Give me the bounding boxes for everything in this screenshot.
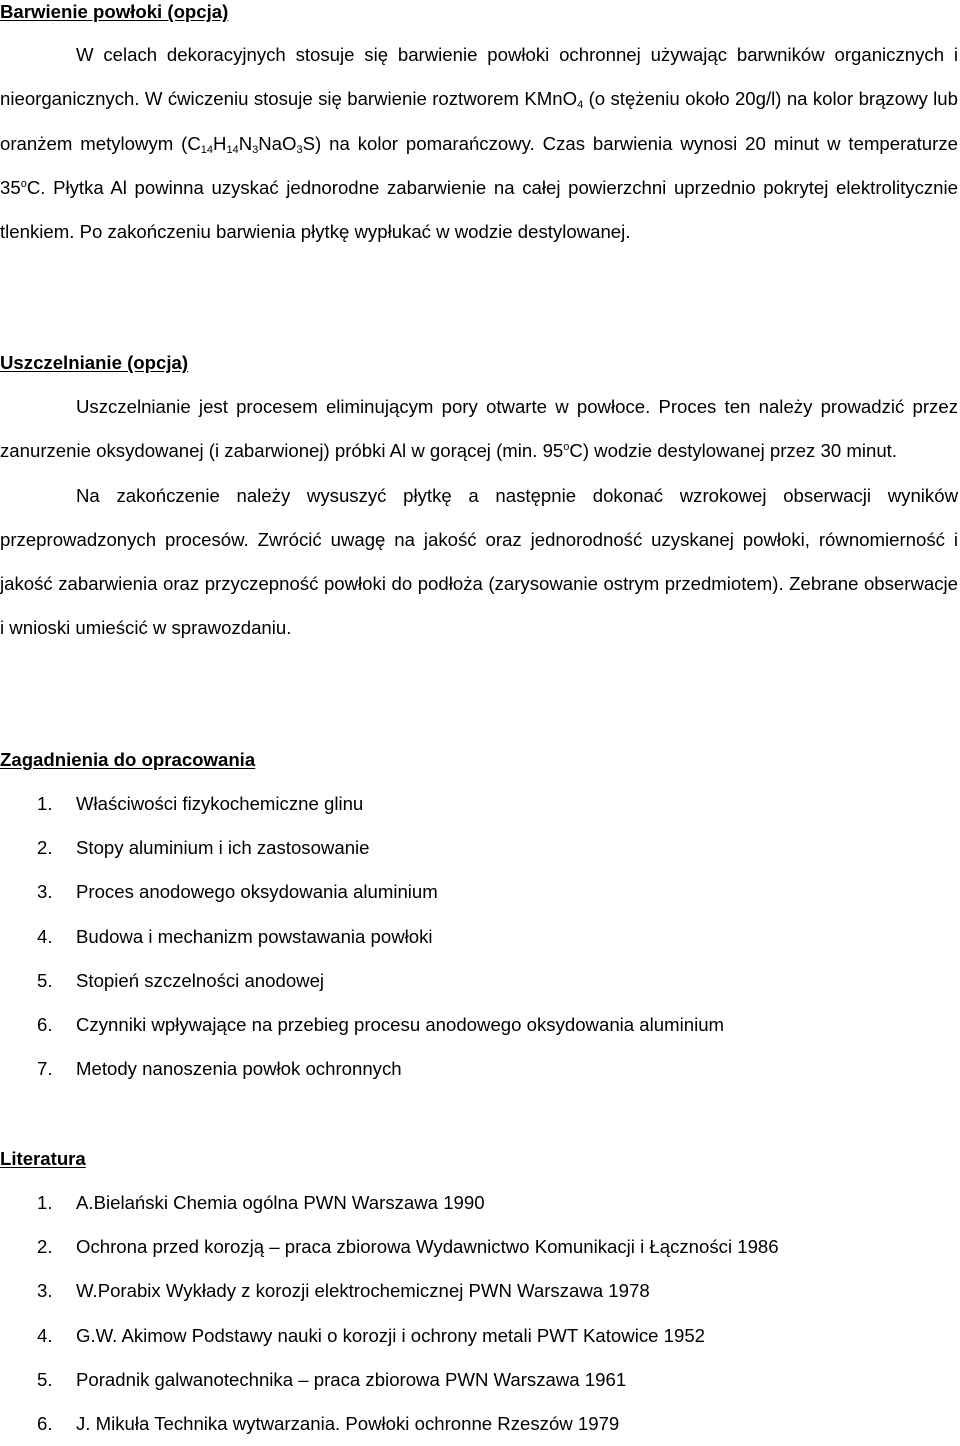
section-title-literatura: Literatura — [0, 1148, 86, 1169]
list-number: 3. — [37, 881, 53, 903]
list-item — [0, 915, 958, 959]
list-item — [0, 870, 958, 914]
section-title-barwienie: Barwienie powłoki (opcja) — [0, 1, 229, 22]
section-barwienie — [0, 1, 958, 254]
list-text: G.W. Akimow Podstawy nauki o korozji i ochrony metali PWT Katowice 1952 — [76, 1324, 705, 1346]
list-number: 6. — [37, 1014, 53, 1036]
list-text: Stopy aluminium i ich zastosowanie — [76, 837, 370, 859]
section-zagadnienia — [0, 749, 958, 1091]
list-text: W.Porabix Wykłady z korozji elektrochemicznej PWN Warszawa 1978 — [76, 1280, 650, 1302]
text-run: C) wodzie destylowanej przez 30 minut. — [569, 440, 897, 462]
list-text: J. Mikuła Technika wytwarzania. Powłoki ochronne Rzeszów 1979 — [76, 1413, 620, 1435]
text-run: H — [213, 132, 227, 154]
list-number: 2. — [37, 837, 53, 859]
paragraph-barwienie — [0, 33, 958, 254]
subscript: 3 — [296, 143, 303, 156]
paragraph-uszczelnianie-1 — [0, 385, 958, 474]
list-item — [0, 1003, 958, 1047]
paragraph-uszczelnianie-2: Na zakończenie należy wysuszyć płytkę a następnie dokonać wzrokowej obserwacji wyników przeprowadzonych procesów. Zwrócić uwagę na jakość oraz jednorodność uzyskanej powłoki, równomierność i jakość zabarwienia oraz przyczepność powłoki do podłoża (zarysowanie ostrym przedmiotem). Zebrane obserwacje i wnioski umieścić w sprawozdaniu. — [0, 484, 958, 639]
section-title-uszczelnianie: Uszczelnianie (opcja) — [0, 352, 189, 373]
list-text: Metody nanoszenia powłok ochronnych — [76, 1058, 402, 1080]
list-text: Poradnik galwanotechnika – praca zbiorowa PWN Warszawa 1961 — [76, 1368, 627, 1390]
list-item — [0, 1358, 958, 1402]
list-item — [0, 1314, 958, 1358]
list-text: Proces anodowego oksydowania aluminium — [76, 881, 438, 903]
subscript: 3 — [252, 143, 259, 156]
text-run: Uszczelnianie jest procesem eliminującym pory otwarte w powłoce. Proces ten należy prowadzić przez zanurzenie oksydowanej (i zabarwionej) próbki Al w gorącej (min. 95 — [0, 396, 958, 462]
list-number: 2. — [37, 1236, 53, 1258]
list-text: Budowa i mechanizm powstawania powłoki — [76, 925, 433, 947]
superscript: o — [20, 177, 27, 190]
list-number: 1. — [37, 793, 53, 814]
text-run: C. Płytka Al powinna uzyskać jednorodne zabarwienie na całej powierzchni uprzednio pokrytej elektrolitycznie tlenkiem. Po zakończeniu barwienia płytkę wypłukać w wodzie destylowanej. — [0, 176, 958, 243]
list-item — [0, 782, 958, 826]
zagadnienia-list — [0, 782, 958, 1091]
list-number: 6. — [37, 1413, 53, 1435]
section-uszczelnianie — [0, 352, 958, 651]
list-item — [0, 1225, 958, 1269]
list-number: 7. — [37, 1058, 53, 1080]
list-item — [0, 826, 958, 870]
text-run: S) na kolor pomarańczowy. Czas barwienia wynosi 20 minut w temperaturze 35 — [0, 132, 958, 198]
text-run: W celach dekoracyjnych stosuje się barwienie powłoki ochronnej używając barwników organicznych i nieorganicznych. W ćwiczeniu stosuje się barwienie roztworem KMnO — [0, 44, 958, 110]
list-text: Czynniki wpływające na przebieg procesu anodowego oksydowania aluminium — [76, 1014, 725, 1036]
list-item — [0, 1181, 958, 1225]
list-item — [0, 1402, 958, 1446]
list-number: 5. — [37, 969, 53, 991]
text-run: NaO — [258, 132, 297, 154]
literatura-list — [0, 1181, 958, 1446]
list-text: A.Bielański Chemia ogólna PWN Warszawa 1990 — [76, 1192, 485, 1213]
list-number: 3. — [37, 1280, 53, 1302]
list-text: Stopień szczelności anodowej — [76, 969, 325, 991]
list-number: 4. — [37, 1324, 53, 1346]
list-item — [0, 959, 958, 1003]
list-number: 5. — [37, 1368, 53, 1390]
list-text: Ochrona przed korozją – praca zbiorowa Wydawnictwo Komunikacji i Łączności 1986 — [76, 1236, 779, 1258]
list-item — [0, 1269, 958, 1313]
list-text: Właściwości fizykochemiczne glinu — [76, 793, 364, 814]
superscript: o — [563, 441, 570, 454]
list-item — [0, 1047, 958, 1091]
subscript: 14 — [226, 143, 239, 156]
section-title-zagadnienia: Zagadnienia do opracowania — [0, 749, 256, 770]
list-number: 4. — [37, 925, 53, 947]
subscript: 14 — [200, 143, 213, 156]
list-number: 1. — [37, 1192, 53, 1213]
text-run: N — [238, 132, 253, 154]
subscript: 4 — [577, 99, 584, 112]
text-run: (o stężeniu około 20g/l) na kolor brązowy lub oranżem metylowym (C — [0, 88, 958, 154]
section-literatura — [0, 1148, 958, 1446]
